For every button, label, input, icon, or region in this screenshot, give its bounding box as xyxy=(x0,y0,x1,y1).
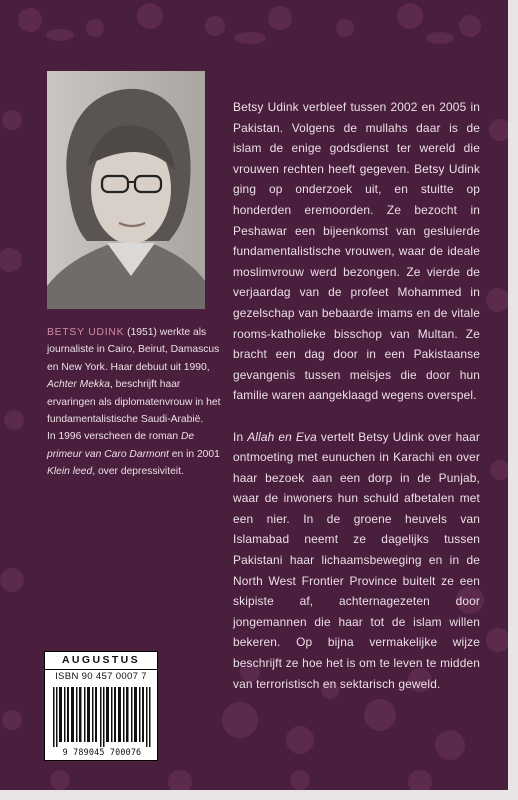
blurb xyxy=(233,97,480,694)
bio-text-4: en in 2001 xyxy=(168,448,220,460)
isbn-number: ISBN 90 457 0007 7 xyxy=(55,671,147,682)
author-biography xyxy=(47,324,225,481)
ean-number: 9 789045 700076 xyxy=(62,747,142,757)
blurb-text-rest: vertelt Betsy Udink over haar ontmoeting met eunuchen in Karachi en over haar bezoek aan een dorp in de Punjab, waar de inwoners hun schuld afbetalen met een nier. In de groene heuvels van Islamabad neemt ze dagelijks tussen Pakistani haar lichaamsbeweging en in de North West Frontier Province buitelt ze een skipiste af, achternagezeten door jongemannen die haar tot de islam willen bekeren. Op bijna vermakelijke wijze beschrijft ze hoe het is om te leven te midden van terroristisch en sektarisch geweld. xyxy=(233,429,481,691)
novel2-title: Klein leed xyxy=(47,466,93,478)
author-birth-year: (1951) xyxy=(124,327,160,338)
barcode-icon xyxy=(53,687,151,747)
bio-text-5: , over depressiviteit. xyxy=(92,466,184,478)
barcode-label xyxy=(44,651,158,761)
blurb-text-start: In xyxy=(233,429,248,444)
book-title: Allah en Eva xyxy=(247,429,317,444)
author-photo xyxy=(47,71,205,309)
bio-text-1: werkte als journaliste in Cairo, Beirut, Damascus en New York. Haar debuut uit 1990, xyxy=(47,327,220,373)
novel-title: De primeur van Caro Darmont xyxy=(47,431,195,460)
bio-text-3: In 1996 verscheen de roman xyxy=(47,431,181,443)
author-portrait xyxy=(47,71,205,309)
author-name: BETSY UDINK xyxy=(47,327,125,338)
blurb-paragraph-2 xyxy=(233,427,480,695)
bio-paragraph-1 xyxy=(47,324,225,428)
bio-paragraph-2 xyxy=(47,428,225,480)
blurb-paragraph-1: Betsy Udink verbleef tussen 2002 en 2005 in Pakistan. Volgens de mullahs daar is de islam de enige godsdienst ter wereld die vrouwen rechten heeft gegeven. Betsy Udink ging op onderzoek uit, en stuitte op honderden eremoorden. Ze bezocht in Peshawar een bijeenkomst van gesluierde fundamentalistische vrouwen, waar de ideale moslimvrouw werd bezongen. Ze vierde de verjaardag van de profeet Mohammed in gezelschap van bebaarde imams en de vitale rooms-katholieke bisschop van Multan. Ze bracht een dag door in een Pakistaanse gevangenis tussen meisjes die door hun familie waren aangeklaagd wegens overspel. xyxy=(233,100,480,403)
publisher-name: AUGUSTUS xyxy=(45,652,157,670)
bio-text-2: , beschrijft haar ervaringen als diplomatenvrouw in het fundamentalistische Saudi-Arabië. xyxy=(47,379,221,426)
debut-title: Achter Mekka xyxy=(47,379,110,391)
